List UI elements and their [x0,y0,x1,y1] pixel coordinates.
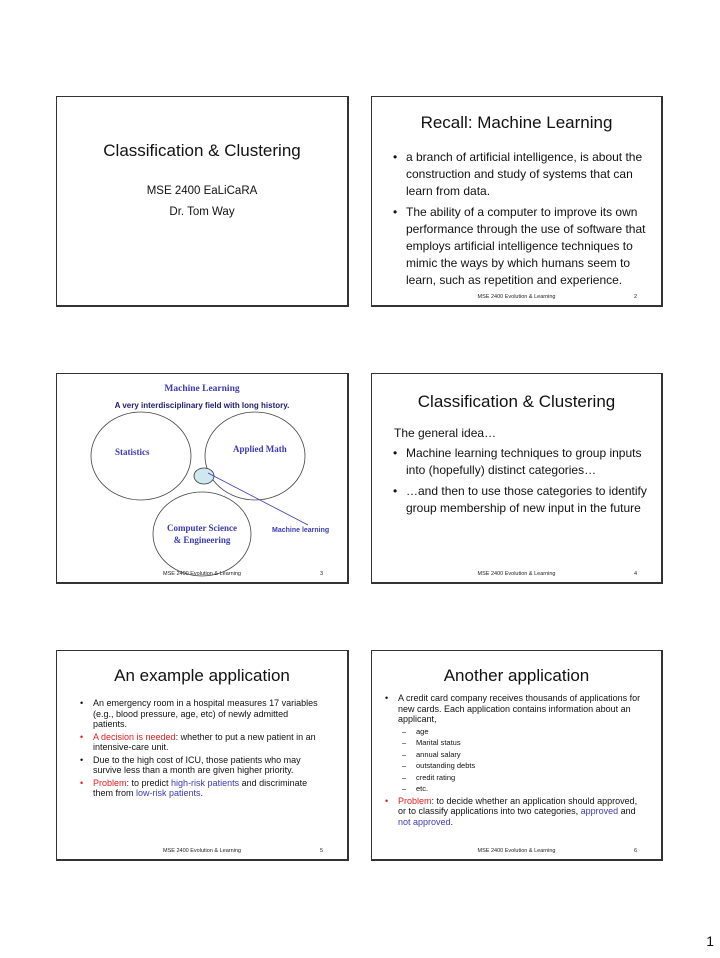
slide-5-bullet: • Due to the high cost of ICU, those patients who may survive less than a month are given higher priority. [80,754,301,775]
slide-5-bullet: • A decision is needed: whether to put a new patient in an intensive-care unit. [80,731,316,752]
slide-6-title: Another application [443,666,590,685]
slide-2-bullet: • a branch of artificial intelligence, is about the construction and study of systems that can learn from data. [393,150,643,198]
slide-5-bullet: • An emergency room in a hospital measures 17 variables (e.g., blood pressure, age, etc) of newly admitted patients. [80,698,318,729]
machine-learning-label: Machine learning [272,527,330,534]
slide-5 [56,650,349,861]
slide-4-bullet: • …and then to use those categories to identify group membership of new input in the future [393,484,647,515]
footer-label: MSE 2400 Evolution & Learning [477,848,556,854]
footer-label: MSE 2400 Evolution & Learning [163,571,241,577]
sub-item: – outstanding debts [402,761,476,770]
slide-2 [371,96,663,307]
slide-5-title: An example application [114,666,290,685]
slide-4-intro: The general idea… [394,426,497,440]
slide-1-title: Classification & Clustering [103,141,301,160]
slide-6 [371,650,663,861]
slide-number: 3 [319,571,323,577]
slide-3 [56,373,349,584]
machine-learning-dot [194,468,214,484]
slide-4-bullet: • Machine learning techniques to group inputs into (hopefully) distinct categories… [393,446,642,477]
slide-3-heading: Machine Learning [164,384,240,394]
slide-3-subheading: A very interdisciplinary field with long history. [114,401,290,410]
sub-item: – credit rating [402,772,456,782]
slide-number: 2 [633,294,637,300]
slide-6-subitems [402,726,645,795]
slide-6-bullets [385,693,645,827]
slide-5-bullets [80,698,323,799]
slide-1-author: Dr. Tom Way [169,206,235,218]
applied-math-circle [205,412,305,500]
slide-1-course: MSE 2400 EaLiCaRA [146,185,258,197]
pointer-line [208,473,308,525]
document-page-number: 1 [706,933,714,949]
slide-5-bullet: • Problem: to predict high-risk patients and discriminate them from low-risk patients. [80,777,308,798]
slide-1 [56,96,349,307]
slide-4 [371,373,663,584]
slide-6-bullet: • Problem: to decide whether an application should approved, or to classify applications into two categories, approved and not approved. [385,795,638,827]
sub-item: – age [402,726,429,736]
venn-diagram [57,374,348,583]
slide-number: 4 [633,571,637,577]
footer-label: MSE 2400 Evolution & Learning [477,294,556,300]
slide-4-bullets [393,445,647,517]
sub-item: – Marital status [402,738,461,747]
sub-item: – annual salary [402,749,461,759]
slide-number: 6 [633,848,637,854]
slide-2-bullet: • The ability of a computer to improve its own performance through the use of software that employs artificial intelligence techniques to mimic the ways by which humans seem to learn, such as repetition and experience. [393,205,646,287]
slide-2-title: Recall: Machine Learning [420,113,613,132]
slide-2-bullets [393,149,647,289]
slide-6-bullet: • A credit card company receives thousands of applications for new cards. Each application contains information about an applicant, – age – Marital status – annual salary – outstanding debts – credit rating – etc. [398,693,645,795]
slide-number: 5 [319,848,323,854]
sub-item: – etc. [402,784,429,793]
statistics-label: Statistics [115,447,150,457]
slide-4-title: Classification & Clustering [417,392,616,411]
footer-label: MSE 2400 Evolution & Learning [477,571,556,577]
computer-science-label: Computer Science & Engineering [166,523,238,545]
applied-math-label: Applied Math [233,444,287,454]
footer-label: MSE 2400 Evolution & Learning [163,848,241,854]
